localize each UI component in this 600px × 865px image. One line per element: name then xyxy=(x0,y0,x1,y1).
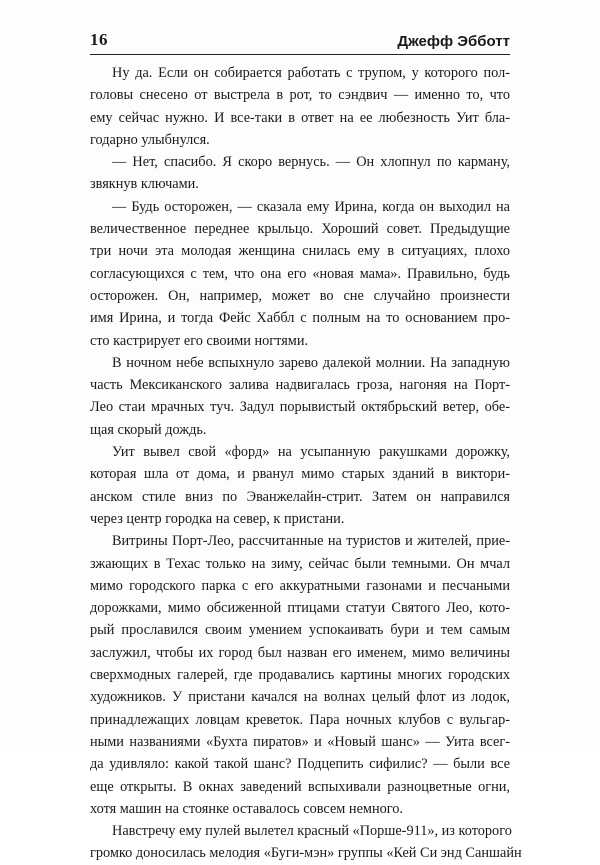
text-line: щая скорый дождь. xyxy=(90,421,207,438)
text-line: мимо городского парка с его аккуратными газонами и песчаными xyxy=(90,577,510,594)
text-line: — Нет, спасибо. Я скоро вернусь. — Он хлопнул по карману, xyxy=(112,154,510,171)
text-line: принадлежащих ловцам креветок. Пара ночных клубов с вульгар- xyxy=(90,711,510,728)
text-line: Ну да. Если он собирается работать с трупом, у которого пол- xyxy=(112,65,510,81)
paragraph xyxy=(90,352,510,441)
text-line: громко доносилась мелодия «Буги-мэн» группы «Кей Си энд Саншайн xyxy=(90,845,522,862)
text-line: ными названиями «Бухта пиратов» и «Новый шанс» — Уита всег- xyxy=(90,733,510,750)
text-line: художников. У пристани качался на волнах целый флот из лодок, xyxy=(90,689,510,706)
text-line: Навстречу ему пулей вылетел красный «Порше-911», из которого xyxy=(112,823,512,840)
paragraph xyxy=(90,196,510,352)
page-number: 16 xyxy=(90,30,108,49)
body-text xyxy=(90,62,522,865)
text-line: заслужил, чтобы их город был назван его именем, мимо величины xyxy=(90,644,510,661)
running-head-author: Джефф Эбботт xyxy=(397,33,510,50)
paragraph xyxy=(90,530,510,820)
text-line: сто кастрирует его своими ногтями. xyxy=(90,332,309,349)
text-line: дорожками, мимо обсиженной птицами статуи Святого Лео, кото- xyxy=(90,600,510,617)
text-line: Витрины Порт-Лео, рассчитанные на туристов и жителей, прие- xyxy=(112,533,510,550)
text-line: ему сейчас нужно. И все-таки в ответ на ее любезность Уит бла- xyxy=(90,109,510,126)
text-line: годарно улыбнулся. xyxy=(90,131,210,148)
text-line: — Будь осторожен, — сказала ему Ирина, когда он выходил на xyxy=(112,198,510,215)
text-line: анском стиле вниз по Эванжелайн-стрит. Затем он направился xyxy=(90,488,510,505)
text-line: да удивляло: какой такой шанс? Подцепить сифилис? — были все xyxy=(90,756,510,773)
text-line: В ночном небе вспыхнуло зарево далекой молнии. На западную xyxy=(112,354,510,371)
text-line: три ночи эта молодая женщина снилась ему в ситуациях, плохо xyxy=(90,243,510,260)
paragraph xyxy=(90,151,510,196)
paragraph xyxy=(90,62,510,151)
paragraph xyxy=(90,441,510,530)
text-line: Уит вывел свой «форд» на усыпанную ракушками дорожку, xyxy=(112,444,510,461)
text-line: через центр городка на север, к пристани. xyxy=(90,510,345,527)
text-line: осторожен. Он, например, может во сне случайно произнести xyxy=(90,287,510,304)
page-header xyxy=(90,28,510,55)
text-line: зжающих в Техас только на зиму, сейчас были темными. Он мчал xyxy=(90,555,510,572)
text-line: величественное переднее крыльцо. Хороший совет. Предыдущие xyxy=(90,221,510,238)
text-line: еще открыты. В окнах заведений вспыхивали разноцветные огни, xyxy=(90,778,510,795)
text-line: рый прославился своим умением успокаивать бури и тем самым xyxy=(90,622,510,639)
text-line: согласующихся с тем, что она его «новая мама». Правильно, будь xyxy=(90,265,510,282)
paragraph xyxy=(90,820,522,865)
text-line: хотя машин на стоянке оставалось совсем немного. xyxy=(90,800,403,817)
text-line: головы снесено от выстрела в рот, то сэндвич — именно то, что xyxy=(90,87,510,104)
text-line: которая шла от дома, и рванул мимо старых зданий в виктори- xyxy=(90,466,510,483)
text-line: сверхмодных галерей, где продавались картины многих городских xyxy=(90,667,510,684)
text-line: Лео стаи мрачных туч. Задул порывистый октябрьский ветер, обе- xyxy=(90,399,510,416)
text-line: часть Мексиканского залива надвигалась гроза, нагоняя на Порт- xyxy=(90,377,510,394)
text-line: имя Ирина, и тогда Фейс Хаббл с полным на то основанием про- xyxy=(90,310,510,327)
text-line: звякнув ключами. xyxy=(90,176,199,193)
